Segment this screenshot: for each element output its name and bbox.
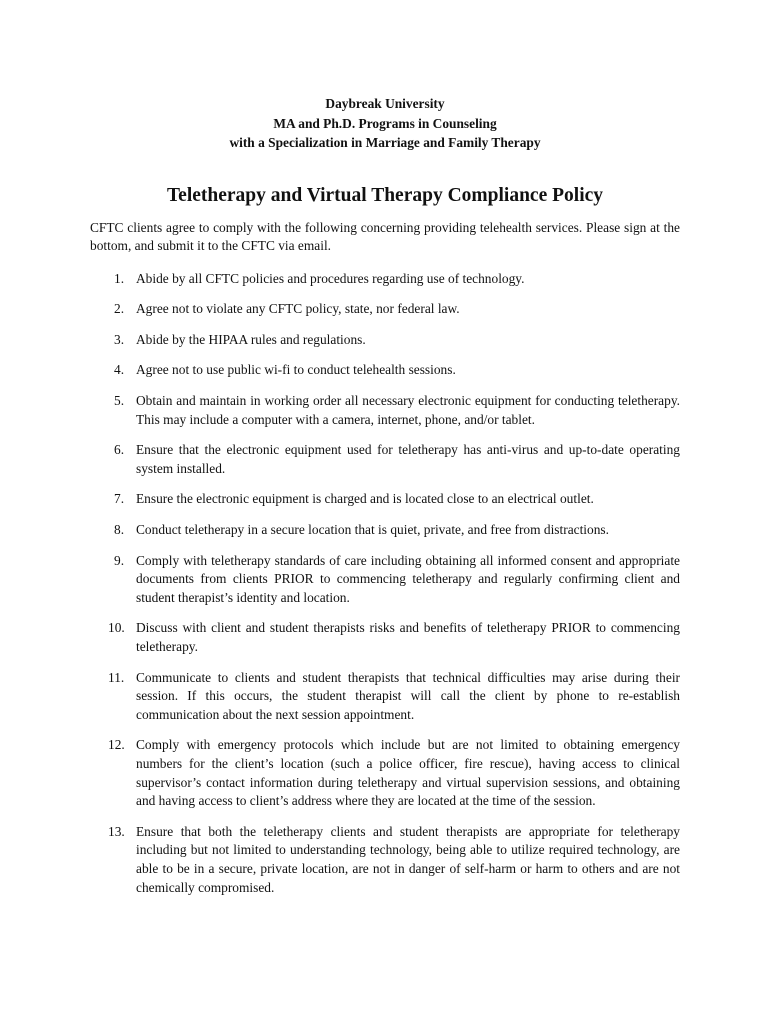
item-number: 6. bbox=[114, 442, 125, 458]
list-item bbox=[90, 669, 680, 725]
list-item bbox=[90, 823, 680, 897]
item-text: Abide by all CFTC policies and procedures regarding use of technology. bbox=[136, 270, 525, 286]
item-text: Abide by the HIPAA rules and regulations. bbox=[136, 331, 366, 347]
item-number: 5. bbox=[114, 393, 125, 409]
list-item bbox=[90, 441, 680, 478]
list-item bbox=[90, 331, 680, 350]
item-text: Ensure the electronic equipment is charged and is located close to an electrical outlet. bbox=[136, 491, 594, 507]
document-page bbox=[90, 94, 680, 909]
item-text: Obtain and maintain in working order all necessary electronic equipment for conducting teletherapy. This may include a computer with a camera, internet, phone, and/or tablet. bbox=[136, 393, 680, 427]
item-number: 3. bbox=[114, 331, 125, 347]
item-number: 10. bbox=[108, 620, 125, 636]
list-item bbox=[90, 300, 680, 319]
item-text: Agree not to violate any CFTC policy, state, nor federal law. bbox=[136, 301, 460, 317]
policy-list bbox=[90, 270, 680, 897]
item-text: Ensure that the electronic equipment used for teletherapy has anti-virus and up-to-date operating system installed. bbox=[136, 442, 680, 476]
item-number: 9. bbox=[114, 552, 125, 568]
item-number: 1. bbox=[114, 270, 125, 286]
program-name: MA and Ph.D. Programs in Counseling bbox=[273, 115, 497, 131]
list-item bbox=[90, 270, 680, 289]
list-item bbox=[90, 490, 680, 509]
specialization: with a Specialization in Marriage and Family Therapy bbox=[229, 135, 541, 150]
list-item bbox=[90, 361, 680, 380]
list-item bbox=[90, 552, 680, 608]
item-text: Agree not to use public wi-fi to conduct telehealth sessions. bbox=[136, 362, 456, 378]
item-text: Comply with teletherapy standards of care including obtaining all informed consent and appropriate documents from clients PRIOR to commencing teletherapy and regularly confirming client and student therapist’s identity and location. bbox=[136, 552, 680, 605]
item-text: Discuss with client and student therapists risks and benefits of teletherapy PRIOR to commencing teletherapy. bbox=[136, 620, 680, 654]
item-text: Comply with emergency protocols which include but are not limited to obtaining emergency numbers for the client’s location (such a police officer, fire rescue), having access to clinical supervisor’s contact information during teletherapy and virtual supervision sessions, and obtaining and having access to client’s address where they are located at the time of the session. bbox=[136, 737, 680, 809]
policy-title: Teletherapy and Virtual Therapy Compliance Policy bbox=[166, 184, 604, 206]
list-item bbox=[90, 392, 680, 429]
item-text: Ensure that both the teletherapy clients and student therapists are appropriate for teletherapy including but not limited to understanding technology, being able to utilize required technology, are able to be in a secure, private location, are not in danger of self-harm or harm to others and are not chemically compromised. bbox=[136, 823, 680, 895]
list-item bbox=[90, 619, 680, 656]
item-text: Conduct teletherapy in a secure location that is quiet, private, and free from distractions. bbox=[136, 522, 609, 538]
item-number: 4. bbox=[114, 362, 125, 378]
intro-paragraph: CFTC clients agree to comply with the following concerning providing telehealth services. Please sign at the bottom, and submit it to the CFTC via email. bbox=[90, 219, 680, 254]
item-number: 11. bbox=[108, 669, 125, 685]
item-number: 2. bbox=[114, 301, 125, 317]
item-text: Communicate to clients and student therapists that technical difficulties may arise during their session. If this occurs, the student therapist will call the client by phone to re-establish communication about the next session appointment. bbox=[136, 669, 680, 722]
item-number: 12. bbox=[108, 737, 125, 753]
university-name: Daybreak University bbox=[325, 96, 445, 111]
document-header bbox=[90, 94, 680, 153]
list-item bbox=[90, 736, 680, 810]
item-number: 13. bbox=[108, 823, 125, 839]
item-number: 8. bbox=[114, 522, 125, 538]
list-item bbox=[90, 521, 680, 540]
item-number: 7. bbox=[114, 491, 125, 507]
